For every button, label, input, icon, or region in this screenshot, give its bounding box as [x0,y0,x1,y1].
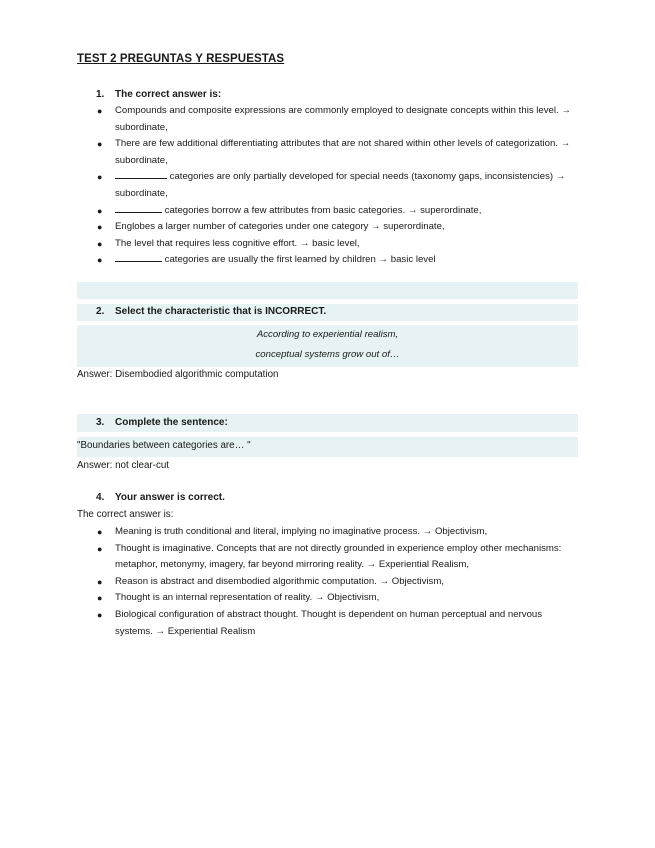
list-item-text: Englobes a larger number of categories under one category → superordinate, [115,221,445,233]
fill-in-blank [115,203,162,213]
list-item-text: Compounds and composite expressions are commonly employed to designate concepts within this level. → subordinate, [115,105,571,133]
bullet-icon: ● [97,609,103,620]
list-item-text: There are few additional differentiating attributes that are not shared within other levels of categorization. → subordinate, [115,138,571,166]
list-item [96,574,572,591]
question-4-answer-list [96,524,572,640]
question-2-prompt-line-2: conceptual systems grow out of… [255,349,400,360]
question-1-number: 1. [96,89,105,100]
question-3-answer: Answer: not clear-cut [77,460,170,471]
question-2-prompt-line-1: According to experiential realism, [256,329,399,340]
question-2-answer: Answer: Disembodied algorithmic computation [77,369,279,380]
question-3-number: 3. [96,417,105,428]
question-3-text: Complete the sentence: [115,417,228,428]
bullet-icon: ● [97,139,103,150]
list-item-text: categories borrow a few attributes from basic categories. → superordinate, [162,204,482,216]
fill-in-blank [115,252,162,262]
bullet-icon: ● [97,255,103,266]
list-item-text: categories are usually the first learned by children → basic level [162,254,436,266]
fill-in-blank [115,169,167,179]
list-item-text: Reason is abstract and disembodied algorithmic computation. → Objectivism, [115,575,445,587]
question-1-heading [96,89,221,100]
bullet-icon: ● [97,222,103,233]
shaded-band [77,282,578,299]
list-item-text: Thought is imaginative. Concepts that are not directly grounded in experience employ other mechanisms: metaphor, metonymy, imagery, far beyond mirroring reality. → Experiential Realism, [115,542,562,571]
bullet-icon: ● [97,543,103,554]
list-item [96,524,572,541]
bullet-icon: ● [97,172,103,183]
list-item [96,590,572,607]
question-1-text: The correct answer is: [115,89,222,100]
bullet-icon: ● [97,527,103,537]
question-2-text: Select the characteristic that is INCORRECT. [115,306,327,317]
bullet-icon: ● [97,576,103,587]
list-item [96,252,572,269]
question-4-text: Your answer is correct. [115,492,225,503]
bullet-icon: ● [97,238,103,249]
list-item [96,136,572,169]
list-item-text: Thought is an internal representation of reality. → Objectivism, [115,592,380,604]
document-title: TEST 2 PREGUNTAS Y RESPUESTAS [77,53,285,65]
list-item-text: Biological configuration of abstract thought. Thought is dependent on human perceptual and nervous systems. → Experiential Realism [115,608,543,637]
list-item [96,103,572,136]
question-3-heading [96,417,228,428]
list-item-text: categories are only partially developed for special needs (taxonomy gaps, inconsistencies) → subordinate, [115,171,566,199]
list-item-text: Meaning is truth conditional and literal, implying no imaginative process. → Objectivism, [115,526,488,537]
list-item [96,236,572,253]
list-item [96,203,572,220]
bullet-icon: ● [97,205,103,216]
list-item [96,169,572,202]
question-2-heading [96,306,326,317]
list-item [96,607,572,640]
bullet-icon: ● [97,593,103,604]
list-item [96,219,572,236]
question-1-answer-list [96,103,572,269]
question-2-number: 2. [96,306,105,317]
bullet-icon: ● [97,106,103,116]
question-4-number: 4. [96,492,105,503]
question-3-prompt: "Boundaries between categories are… " [77,440,251,451]
list-item-text: The level that requires less cognitive effort. → basic level, [115,237,360,249]
list-item [96,541,572,574]
question-4-heading [96,492,225,503]
question-4-intro: The correct answer is: [77,509,174,520]
